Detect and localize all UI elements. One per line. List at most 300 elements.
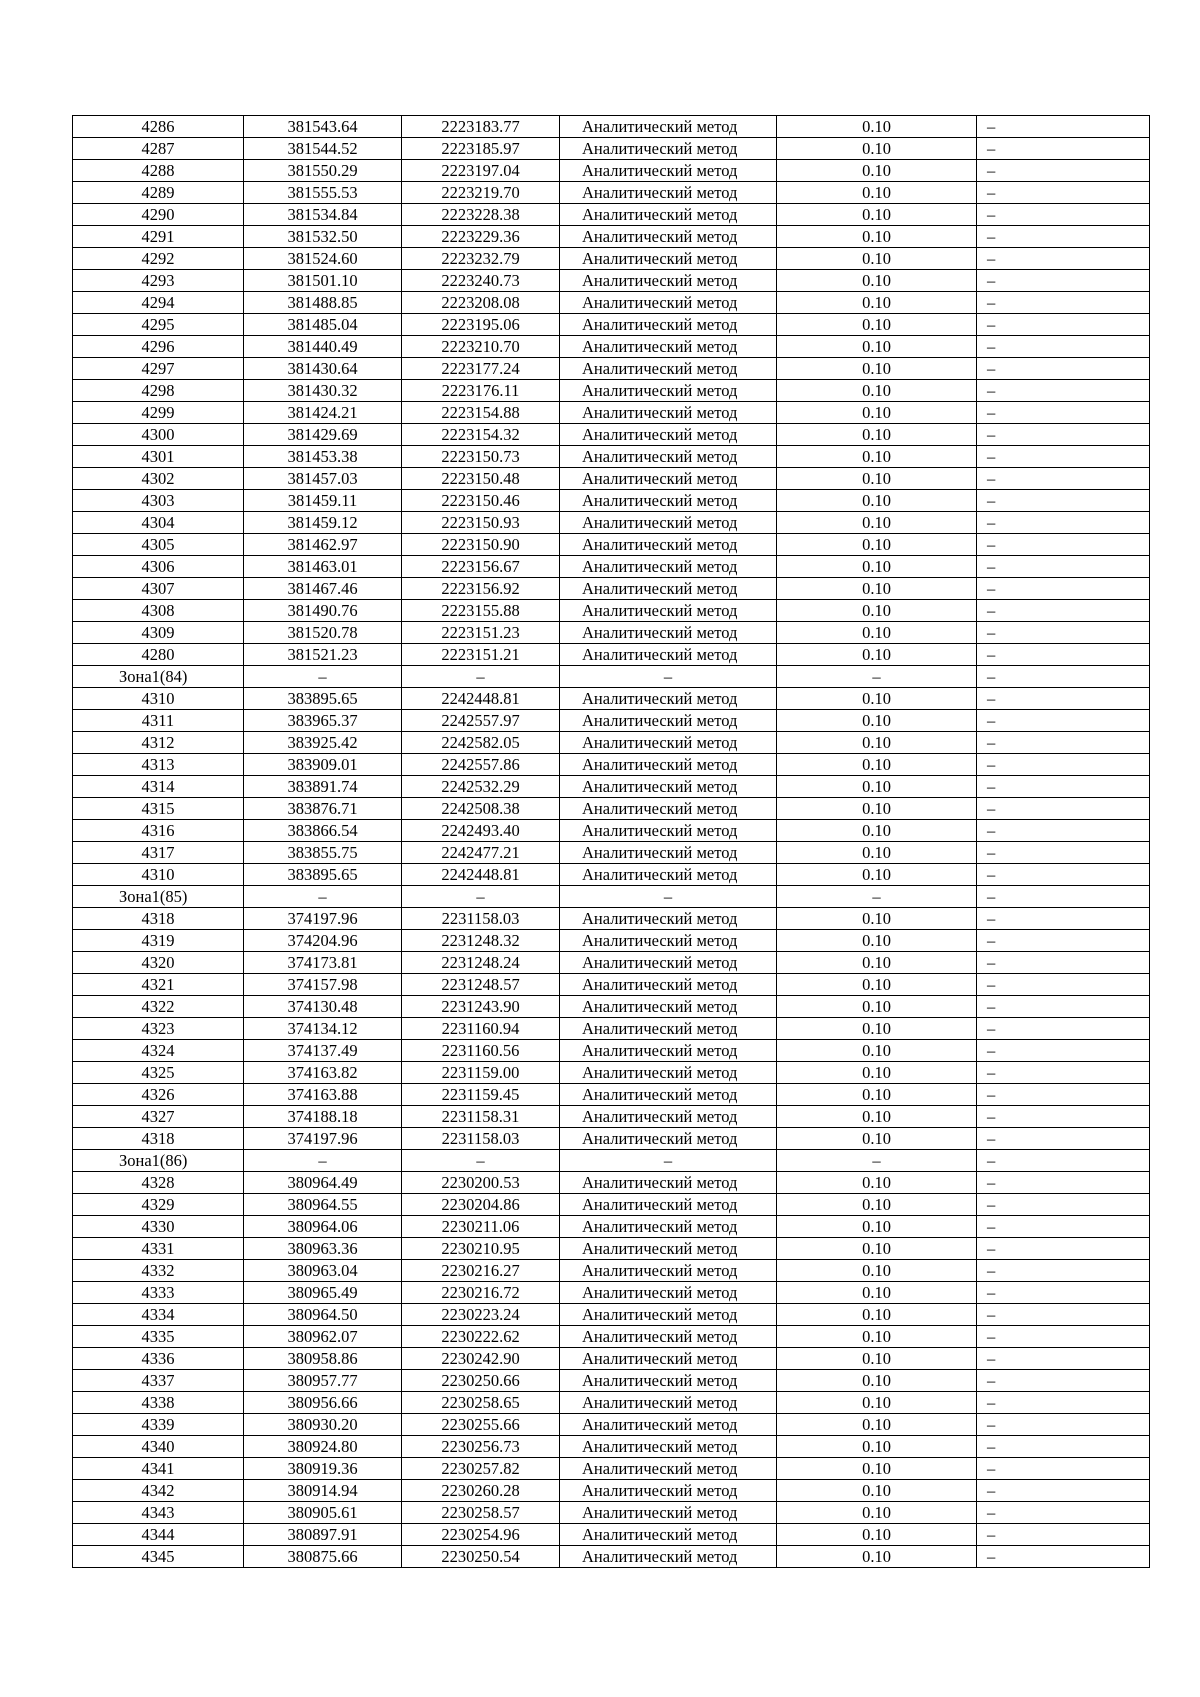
method-cell: Аналитический метод (560, 1502, 777, 1524)
y-coordinate-cell: 2223232.79 (402, 248, 560, 270)
table-row (73, 380, 1150, 402)
x-coordinate-cell: 380964.55 (244, 1194, 402, 1216)
y-coordinate-cell: 2230200.53 (402, 1172, 560, 1194)
method-cell: Аналитический метод (560, 1370, 777, 1392)
y-coordinate-cell: 2223154.88 (402, 402, 560, 424)
note-cell: – (977, 182, 1150, 204)
y-coordinate-cell: 2223240.73 (402, 270, 560, 292)
table-row (73, 424, 1150, 446)
table-row (73, 292, 1150, 314)
table-row (73, 556, 1150, 578)
point-id-cell: 4324 (73, 1040, 244, 1062)
accuracy-cell: 0.10 (777, 380, 977, 402)
table-row (73, 908, 1150, 930)
y-coordinate-cell: 2230204.86 (402, 1194, 560, 1216)
y-coordinate-cell: 2242493.40 (402, 820, 560, 842)
accuracy-cell: 0.10 (777, 1370, 977, 1392)
method-cell: Аналитический метод (560, 1282, 777, 1304)
accuracy-cell: 0.10 (777, 336, 977, 358)
point-id-cell: 4316 (73, 820, 244, 842)
y-coordinate-cell: 2223151.23 (402, 622, 560, 644)
point-id-cell: Зона1(85) (73, 886, 244, 908)
accuracy-cell: 0.10 (777, 1172, 977, 1194)
note-cell: – (977, 1414, 1150, 1436)
accuracy-cell: 0.10 (777, 1436, 977, 1458)
x-coordinate-cell: 380914.94 (244, 1480, 402, 1502)
accuracy-cell: 0.10 (777, 1326, 977, 1348)
table-row (73, 226, 1150, 248)
method-cell: Аналитический метод (560, 1480, 777, 1502)
x-coordinate-cell: 383965.37 (244, 710, 402, 732)
point-id-cell: 4313 (73, 754, 244, 776)
note-cell: – (977, 1282, 1150, 1304)
method-cell: Аналитический метод (560, 380, 777, 402)
y-coordinate-cell: 2231248.57 (402, 974, 560, 996)
table-row (73, 270, 1150, 292)
table-row (73, 182, 1150, 204)
x-coordinate-cell: 380958.86 (244, 1348, 402, 1370)
table-row (73, 314, 1150, 336)
x-coordinate-cell: 381459.11 (244, 490, 402, 512)
table-row (73, 138, 1150, 160)
x-coordinate-cell: 381555.53 (244, 182, 402, 204)
table-row (73, 1304, 1150, 1326)
method-cell: Аналитический метод (560, 1458, 777, 1480)
accuracy-cell: 0.10 (777, 644, 977, 666)
y-coordinate-cell: 2223156.92 (402, 578, 560, 600)
point-id-cell: 4311 (73, 710, 244, 732)
point-id-cell: 4310 (73, 688, 244, 710)
method-cell: Аналитический метод (560, 116, 777, 138)
x-coordinate-cell: 374173.81 (244, 952, 402, 974)
accuracy-cell: 0.10 (777, 798, 977, 820)
method-cell: Аналитический метод (560, 776, 777, 798)
accuracy-cell: 0.10 (777, 864, 977, 886)
accuracy-cell: 0.10 (777, 292, 977, 314)
point-id-cell: 4318 (73, 1128, 244, 1150)
method-cell: – (560, 886, 777, 908)
y-coordinate-cell: 2230210.95 (402, 1238, 560, 1260)
point-id-cell: 4345 (73, 1546, 244, 1568)
note-cell: – (977, 952, 1150, 974)
note-cell: – (977, 314, 1150, 336)
point-id-cell: 4318 (73, 908, 244, 930)
accuracy-cell: 0.10 (777, 160, 977, 182)
table-row (73, 358, 1150, 380)
x-coordinate-cell: – (244, 1150, 402, 1172)
table-row (73, 1524, 1150, 1546)
x-coordinate-cell: 383876.71 (244, 798, 402, 820)
accuracy-cell: – (777, 1150, 977, 1172)
method-cell: Аналитический метод (560, 688, 777, 710)
y-coordinate-cell: 2231248.24 (402, 952, 560, 974)
accuracy-cell: 0.10 (777, 1304, 977, 1326)
point-id-cell: 4330 (73, 1216, 244, 1238)
table-row (73, 490, 1150, 512)
note-cell: – (977, 138, 1150, 160)
method-cell: Аналитический метод (560, 732, 777, 754)
method-cell: Аналитический метод (560, 358, 777, 380)
note-cell: – (977, 688, 1150, 710)
accuracy-cell: 0.10 (777, 226, 977, 248)
note-cell: – (977, 1194, 1150, 1216)
x-coordinate-cell: 381424.21 (244, 402, 402, 424)
note-cell: – (977, 1172, 1150, 1194)
accuracy-cell: 0.10 (777, 1216, 977, 1238)
table-row (73, 1436, 1150, 1458)
y-coordinate-cell: 2231158.03 (402, 1128, 560, 1150)
accuracy-cell: 0.10 (777, 1524, 977, 1546)
accuracy-cell: 0.10 (777, 930, 977, 952)
note-cell: – (977, 1392, 1150, 1414)
method-cell: Аналитический метод (560, 314, 777, 336)
y-coordinate-cell: 2242557.86 (402, 754, 560, 776)
x-coordinate-cell: 383895.65 (244, 688, 402, 710)
accuracy-cell: 0.10 (777, 1546, 977, 1568)
accuracy-cell: 0.10 (777, 1128, 977, 1150)
x-coordinate-cell: 381459.12 (244, 512, 402, 534)
method-cell: Аналитический метод (560, 1172, 777, 1194)
note-cell: – (977, 1480, 1150, 1502)
table-row (73, 1062, 1150, 1084)
method-cell: Аналитический метод (560, 402, 777, 424)
x-coordinate-cell: 381532.50 (244, 226, 402, 248)
accuracy-cell: 0.10 (777, 490, 977, 512)
x-coordinate-cell: 383891.74 (244, 776, 402, 798)
table-row (73, 842, 1150, 864)
point-id-cell: 4329 (73, 1194, 244, 1216)
x-coordinate-cell: 380919.36 (244, 1458, 402, 1480)
x-coordinate-cell: 381462.97 (244, 534, 402, 556)
accuracy-cell: 0.10 (777, 1392, 977, 1414)
x-coordinate-cell: 381453.38 (244, 446, 402, 468)
y-coordinate-cell: 2230260.28 (402, 1480, 560, 1502)
accuracy-cell: 0.10 (777, 622, 977, 644)
method-cell: Аналитический метод (560, 270, 777, 292)
y-coordinate-cell: 2230222.62 (402, 1326, 560, 1348)
table-row (73, 688, 1150, 710)
accuracy-cell: 0.10 (777, 556, 977, 578)
zone-header-row (73, 1150, 1150, 1172)
method-cell: Аналитический метод (560, 578, 777, 600)
y-coordinate-cell: 2231248.32 (402, 930, 560, 952)
y-coordinate-cell: 2242557.97 (402, 710, 560, 732)
point-id-cell: 4320 (73, 952, 244, 974)
y-coordinate-cell: 2230242.90 (402, 1348, 560, 1370)
note-cell: – (977, 424, 1150, 446)
method-cell: Аналитический метод (560, 424, 777, 446)
y-coordinate-cell: 2223197.04 (402, 160, 560, 182)
table-row (73, 1326, 1150, 1348)
point-id-cell: 4319 (73, 930, 244, 952)
point-id-cell: 4307 (73, 578, 244, 600)
point-id-cell: 4291 (73, 226, 244, 248)
point-id-cell: 4288 (73, 160, 244, 182)
point-id-cell: 4314 (73, 776, 244, 798)
method-cell: Аналитический метод (560, 1414, 777, 1436)
method-cell: Аналитический метод (560, 842, 777, 864)
x-coordinate-cell: 381544.52 (244, 138, 402, 160)
y-coordinate-cell: 2242448.81 (402, 864, 560, 886)
x-coordinate-cell: 383866.54 (244, 820, 402, 842)
method-cell: Аналитический метод (560, 1392, 777, 1414)
x-coordinate-cell: 381463.01 (244, 556, 402, 578)
accuracy-cell: 0.10 (777, 204, 977, 226)
x-coordinate-cell: 381524.60 (244, 248, 402, 270)
x-coordinate-cell: 383895.65 (244, 864, 402, 886)
note-cell: – (977, 1216, 1150, 1238)
note-cell: – (977, 842, 1150, 864)
x-coordinate-cell: 374137.49 (244, 1040, 402, 1062)
table-row (73, 1084, 1150, 1106)
y-coordinate-cell: 2242477.21 (402, 842, 560, 864)
y-coordinate-cell: 2223195.06 (402, 314, 560, 336)
point-id-cell: 4341 (73, 1458, 244, 1480)
x-coordinate-cell: 374157.98 (244, 974, 402, 996)
note-cell: – (977, 1128, 1150, 1150)
x-coordinate-cell: 381430.32 (244, 380, 402, 402)
point-id-cell: 4298 (73, 380, 244, 402)
y-coordinate-cell: – (402, 666, 560, 688)
y-coordinate-cell: 2223176.11 (402, 380, 560, 402)
y-coordinate-cell: 2231160.56 (402, 1040, 560, 1062)
x-coordinate-cell: 381490.76 (244, 600, 402, 622)
accuracy-cell: 0.10 (777, 1458, 977, 1480)
table-row (73, 336, 1150, 358)
note-cell: – (977, 1238, 1150, 1260)
note-cell: – (977, 490, 1150, 512)
y-coordinate-cell: 2231158.31 (402, 1106, 560, 1128)
point-id-cell: 4315 (73, 798, 244, 820)
table-row (73, 1040, 1150, 1062)
x-coordinate-cell: 374204.96 (244, 930, 402, 952)
point-id-cell: 4325 (73, 1062, 244, 1084)
point-id-cell: 4323 (73, 1018, 244, 1040)
method-cell: Аналитический метод (560, 1106, 777, 1128)
table-row (73, 578, 1150, 600)
x-coordinate-cell: 381521.23 (244, 644, 402, 666)
method-cell: Аналитический метод (560, 556, 777, 578)
point-id-cell: 4327 (73, 1106, 244, 1128)
table-row (73, 446, 1150, 468)
y-coordinate-cell: 2230258.57 (402, 1502, 560, 1524)
method-cell: Аналитический метод (560, 1194, 777, 1216)
method-cell: Аналитический метод (560, 1062, 777, 1084)
method-cell: Аналитический метод (560, 138, 777, 160)
note-cell: – (977, 1370, 1150, 1392)
method-cell: Аналитический метод (560, 1040, 777, 1062)
method-cell: Аналитический метод (560, 864, 777, 886)
y-coordinate-cell: 2223150.73 (402, 446, 560, 468)
y-coordinate-cell: 2223177.24 (402, 358, 560, 380)
y-coordinate-cell: 2230216.72 (402, 1282, 560, 1304)
method-cell: Аналитический метод (560, 644, 777, 666)
accuracy-cell: 0.10 (777, 820, 977, 842)
table-row (73, 930, 1150, 952)
x-coordinate-cell: 380957.77 (244, 1370, 402, 1392)
point-id-cell: 4334 (73, 1304, 244, 1326)
table-row (73, 1172, 1150, 1194)
note-cell: – (977, 820, 1150, 842)
point-id-cell: 4333 (73, 1282, 244, 1304)
accuracy-cell: 0.10 (777, 116, 977, 138)
y-coordinate-cell: 2223219.70 (402, 182, 560, 204)
note-cell: – (977, 446, 1150, 468)
note-cell: – (977, 248, 1150, 270)
note-cell: – (977, 1084, 1150, 1106)
method-cell: Аналитический метод (560, 1238, 777, 1260)
x-coordinate-cell: 381488.85 (244, 292, 402, 314)
note-cell: – (977, 666, 1150, 688)
method-cell: Аналитический метод (560, 930, 777, 952)
table-row (73, 600, 1150, 622)
point-id-cell: Зона1(84) (73, 666, 244, 688)
x-coordinate-cell: 381485.04 (244, 314, 402, 336)
point-id-cell: 4306 (73, 556, 244, 578)
table-row (73, 776, 1150, 798)
table-row (73, 1414, 1150, 1436)
accuracy-cell: 0.10 (777, 1018, 977, 1040)
note-cell: – (977, 468, 1150, 490)
note-cell: – (977, 578, 1150, 600)
document-page (72, 115, 1149, 1568)
accuracy-cell: 0.10 (777, 424, 977, 446)
x-coordinate-cell: 380963.36 (244, 1238, 402, 1260)
table-row (73, 820, 1150, 842)
table-row (73, 1458, 1150, 1480)
method-cell: Аналитический метод (560, 1326, 777, 1348)
point-id-cell: 4280 (73, 644, 244, 666)
point-id-cell: 4294 (73, 292, 244, 314)
x-coordinate-cell: 381520.78 (244, 622, 402, 644)
point-id-cell: 4287 (73, 138, 244, 160)
y-coordinate-cell: 2223150.48 (402, 468, 560, 490)
table-row (73, 996, 1150, 1018)
accuracy-cell: 0.10 (777, 1040, 977, 1062)
accuracy-cell: 0.10 (777, 952, 977, 974)
note-cell: – (977, 1260, 1150, 1282)
accuracy-cell: 0.10 (777, 754, 977, 776)
note-cell: – (977, 974, 1150, 996)
table-row (73, 534, 1150, 556)
note-cell: – (977, 556, 1150, 578)
table-row (73, 248, 1150, 270)
table-row (73, 1370, 1150, 1392)
table-row (73, 1260, 1150, 1282)
accuracy-cell: 0.10 (777, 1238, 977, 1260)
x-coordinate-cell: – (244, 666, 402, 688)
accuracy-cell: 0.10 (777, 1480, 977, 1502)
note-cell: – (977, 600, 1150, 622)
note-cell: – (977, 1304, 1150, 1326)
x-coordinate-cell: 380962.07 (244, 1326, 402, 1348)
table-row (73, 402, 1150, 424)
accuracy-cell: 0.10 (777, 974, 977, 996)
note-cell: – (977, 358, 1150, 380)
point-id-cell: 4335 (73, 1326, 244, 1348)
note-cell: – (977, 710, 1150, 732)
note-cell: – (977, 996, 1150, 1018)
accuracy-cell: 0.10 (777, 314, 977, 336)
y-coordinate-cell: – (402, 1150, 560, 1172)
method-cell: Аналитический метод (560, 754, 777, 776)
table-row (73, 1392, 1150, 1414)
x-coordinate-cell: 381543.64 (244, 116, 402, 138)
y-coordinate-cell: 2231243.90 (402, 996, 560, 1018)
accuracy-cell: 0.10 (777, 1282, 977, 1304)
y-coordinate-cell: 2242582.05 (402, 732, 560, 754)
method-cell: Аналитический метод (560, 446, 777, 468)
point-id-cell: 4303 (73, 490, 244, 512)
method-cell: Аналитический метод (560, 1546, 777, 1568)
y-coordinate-cell: 2230257.82 (402, 1458, 560, 1480)
accuracy-cell: 0.10 (777, 1348, 977, 1370)
accuracy-cell: 0.10 (777, 1106, 977, 1128)
method-cell: Аналитический метод (560, 160, 777, 182)
table-row (73, 1480, 1150, 1502)
x-coordinate-cell: 381534.84 (244, 204, 402, 226)
accuracy-cell: – (777, 666, 977, 688)
y-coordinate-cell: 2223150.46 (402, 490, 560, 512)
point-id-cell: 4297 (73, 358, 244, 380)
point-id-cell: 4328 (73, 1172, 244, 1194)
table-row (73, 1282, 1150, 1304)
y-coordinate-cell: 2230256.73 (402, 1436, 560, 1458)
y-coordinate-cell: 2223156.67 (402, 556, 560, 578)
method-cell: Аналитический метод (560, 490, 777, 512)
point-id-cell: 4336 (73, 1348, 244, 1370)
x-coordinate-cell: 380897.91 (244, 1524, 402, 1546)
method-cell: Аналитический метод (560, 1128, 777, 1150)
accuracy-cell: 0.10 (777, 402, 977, 424)
accuracy-cell: 0.10 (777, 248, 977, 270)
note-cell: – (977, 1546, 1150, 1568)
accuracy-cell: 0.10 (777, 710, 977, 732)
accuracy-cell: 0.10 (777, 1194, 977, 1216)
y-coordinate-cell: 2223150.93 (402, 512, 560, 534)
method-cell: Аналитический метод (560, 1524, 777, 1546)
y-coordinate-cell: 2223154.32 (402, 424, 560, 446)
y-coordinate-cell: 2231160.94 (402, 1018, 560, 1040)
note-cell: – (977, 1018, 1150, 1040)
y-coordinate-cell: 2230223.24 (402, 1304, 560, 1326)
y-coordinate-cell: 2223183.77 (402, 116, 560, 138)
coordinates-table-body (73, 116, 1150, 1568)
x-coordinate-cell: 381467.46 (244, 578, 402, 600)
x-coordinate-cell: 374134.12 (244, 1018, 402, 1040)
table-row (73, 1502, 1150, 1524)
point-id-cell: 4309 (73, 622, 244, 644)
method-cell: – (560, 1150, 777, 1172)
point-id-cell: 4326 (73, 1084, 244, 1106)
method-cell: Аналитический метод (560, 820, 777, 842)
accuracy-cell: 0.10 (777, 996, 977, 1018)
point-id-cell: 4301 (73, 446, 244, 468)
y-coordinate-cell: 2230211.06 (402, 1216, 560, 1238)
point-id-cell: 4312 (73, 732, 244, 754)
note-cell: – (977, 1326, 1150, 1348)
y-coordinate-cell: – (402, 886, 560, 908)
table-row (73, 512, 1150, 534)
point-id-cell: 4344 (73, 1524, 244, 1546)
table-row (73, 116, 1150, 138)
x-coordinate-cell: 380956.66 (244, 1392, 402, 1414)
table-row (73, 952, 1150, 974)
note-cell: – (977, 1348, 1150, 1370)
point-id-cell: 4286 (73, 116, 244, 138)
method-cell: Аналитический метод (560, 534, 777, 556)
table-row (73, 754, 1150, 776)
